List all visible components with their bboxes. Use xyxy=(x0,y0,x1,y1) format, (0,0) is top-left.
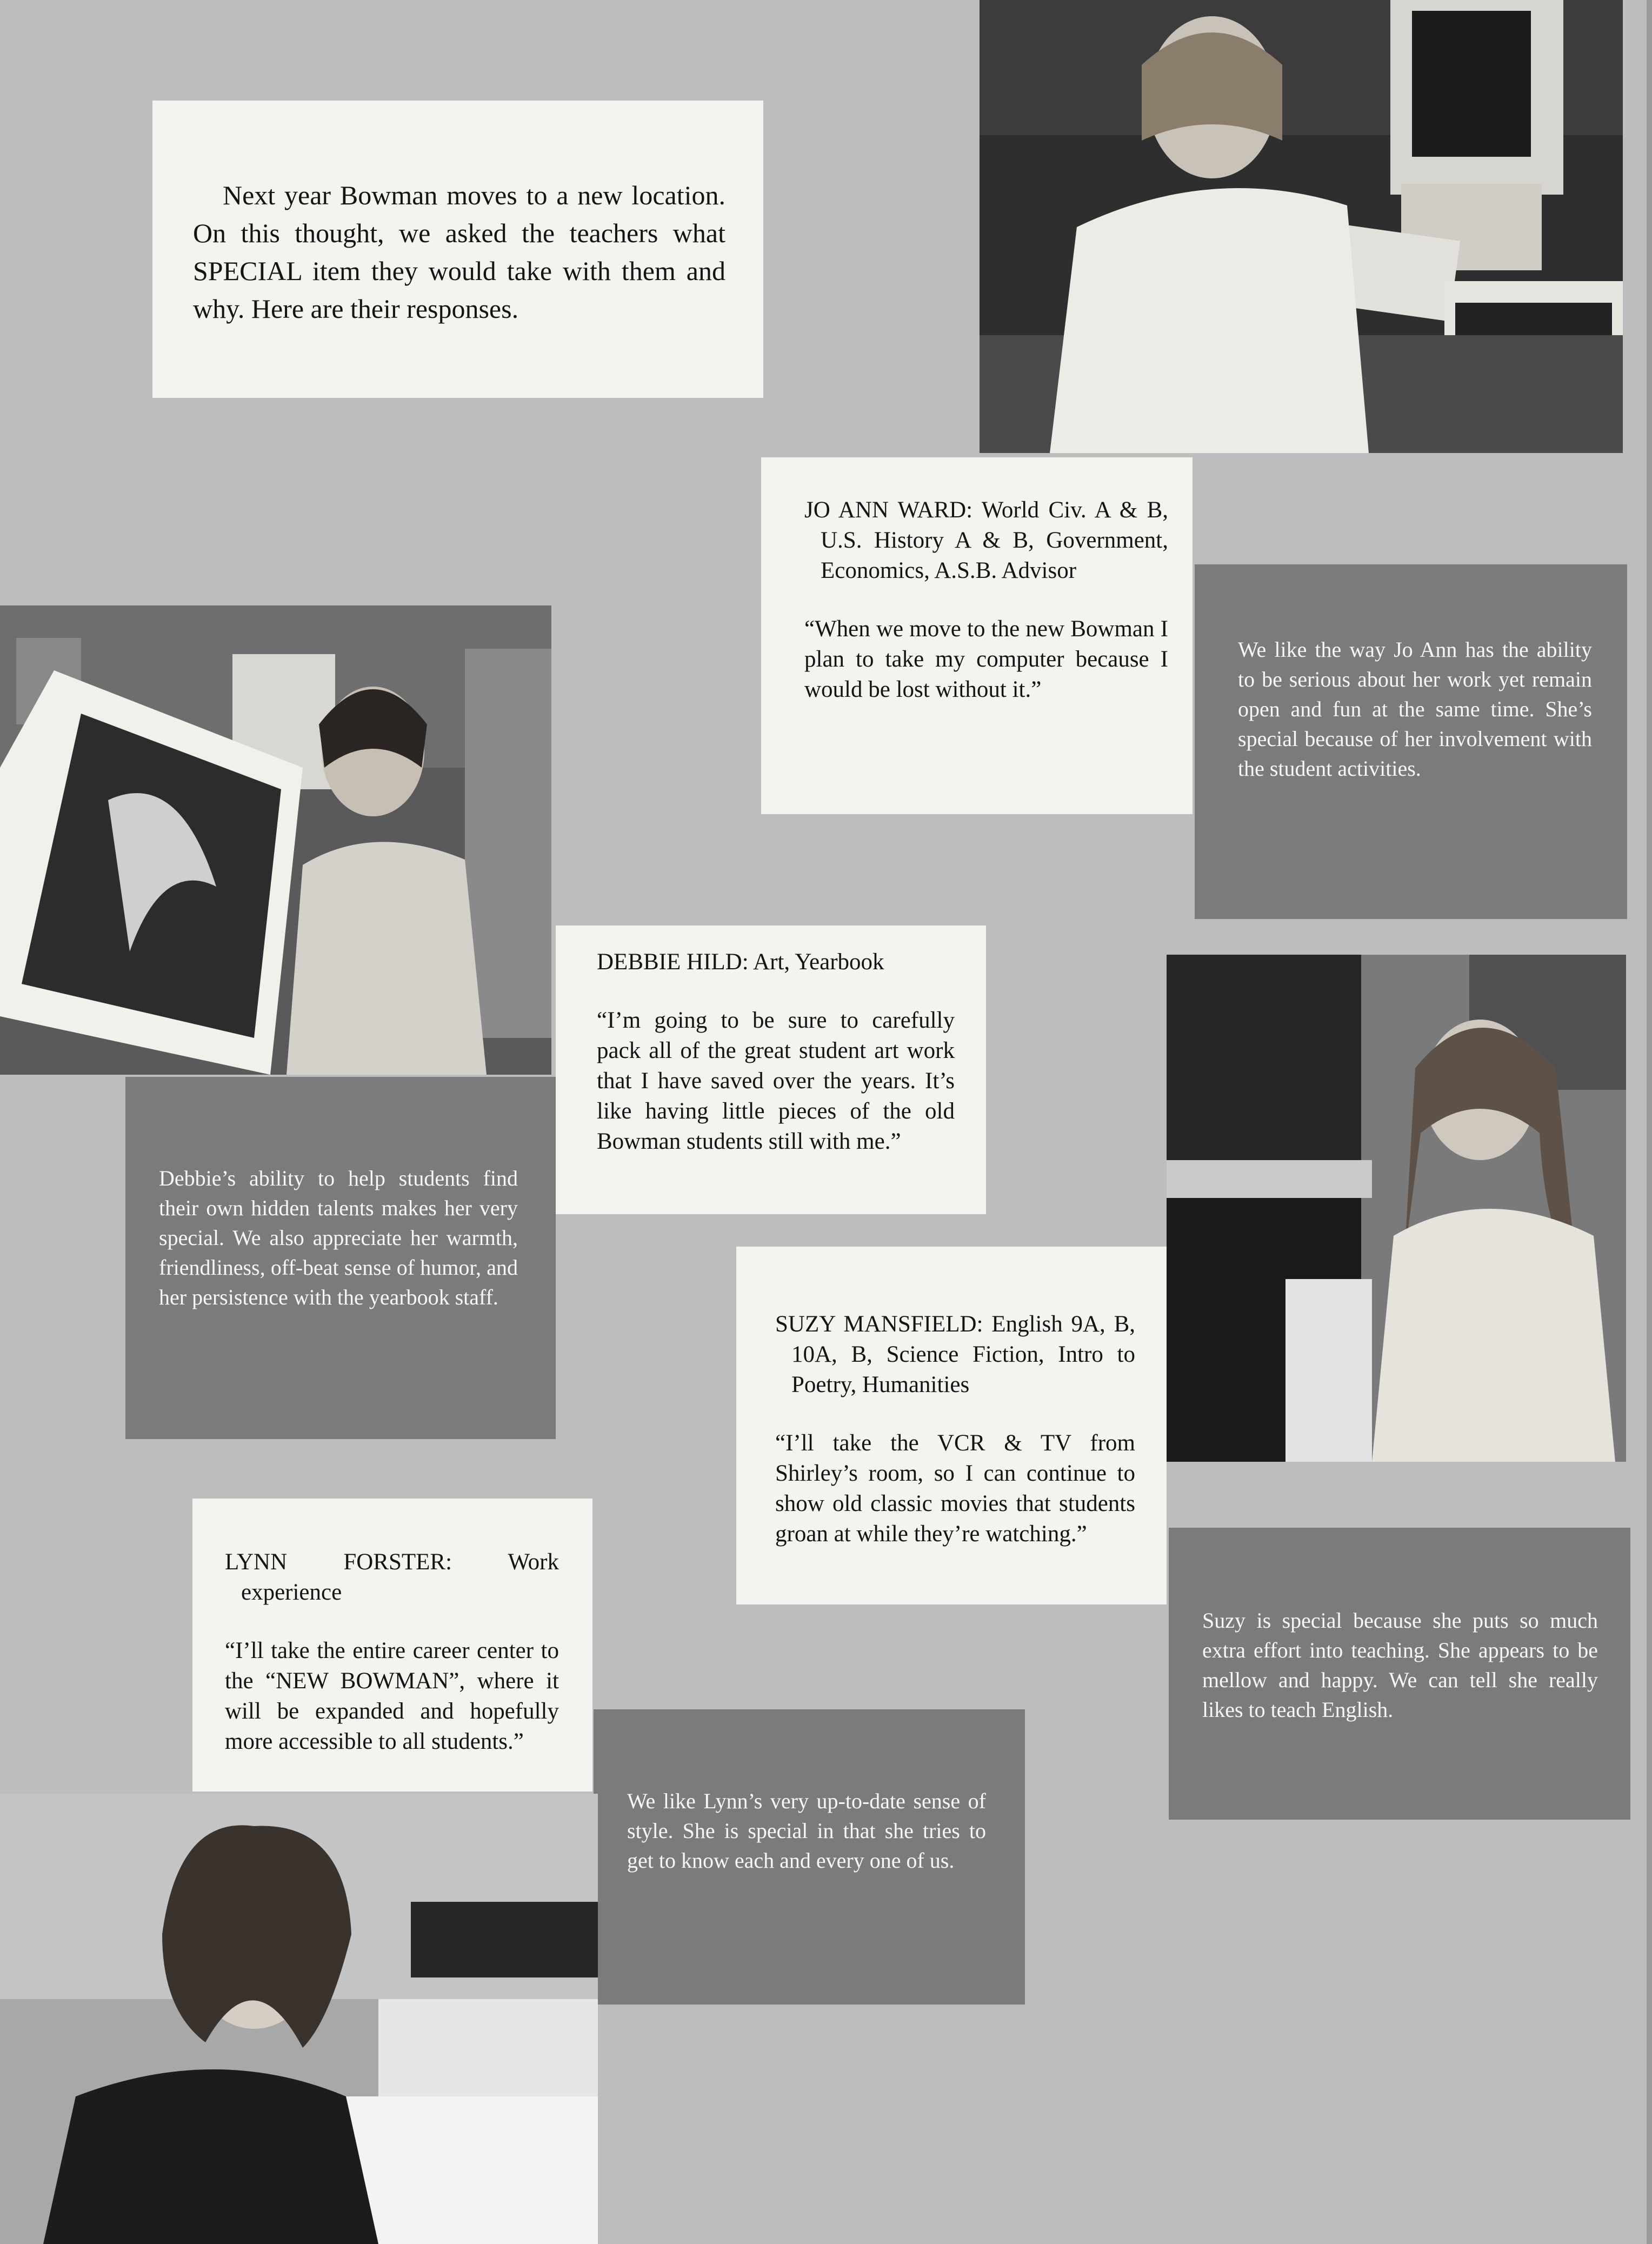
praise-text: We like Lynn’s very up-to-date sense of style. She is special in that she tries to get to know each and every one of us. xyxy=(627,1789,986,1873)
praise-lynn-forster xyxy=(594,1709,1025,2005)
teacher-card-debbie-hild xyxy=(556,925,986,1214)
teacher-name: LYNN FORSTER: xyxy=(225,1549,452,1575)
teacher-subjects: Work experience xyxy=(241,1549,559,1605)
praise-suzy-mansfield xyxy=(1169,1528,1630,1820)
photo-teacher-by-tv xyxy=(1167,955,1626,1462)
teacher-name: DEBBIE HILD: xyxy=(597,949,749,975)
teacher-subjects: Art, Yearbook xyxy=(753,949,884,975)
teacher-quote: “I’ll take the VCR & TV from Shirley’s room, so I can continue to show old classic movies that students groan at while they’re watching.” xyxy=(775,1430,1135,1547)
praise-debbie-hild xyxy=(125,1077,556,1439)
teacher-name: SUZY MANSFIELD: xyxy=(775,1311,983,1337)
teacher-card-lynn-forster xyxy=(192,1499,592,1792)
teacher-header xyxy=(597,947,955,977)
praise-text: Suzy is special because she puts so much extra effort into teaching. She appears to be mellow and happy. We can tell she really likes to teach English. xyxy=(1202,1608,1598,1722)
praise-jo-ann-ward xyxy=(1195,564,1627,919)
photo-teacher-with-artwork xyxy=(0,605,551,1075)
praise-text: Debbie’s ability to help students find their own hidden talents makes her very special. We also appreciate her warmth, friendliness, off-beat sense of humor, and her persistence with the yearbook staff. xyxy=(159,1166,518,1309)
teacher-header xyxy=(804,495,1168,586)
page-edge xyxy=(1647,0,1652,2244)
teacher-quote: “I’ll take the entire career center to the “NEW BOWMAN”, where it will be expanded and hopefully more accessible to all students.” xyxy=(225,1638,559,1754)
teacher-header xyxy=(775,1309,1135,1400)
photo-teacher-at-computer xyxy=(980,0,1623,453)
teacher-subjects: World Civ. A & B, U.S. History A & B, Government, Economics, A.S.B. Advisor xyxy=(821,497,1168,583)
intro-text: Next year Bowman moves to a new location. On this thought, we asked the teachers what SPECIAL item they would take with them and why. Here are their responses. xyxy=(193,180,725,324)
teacher-header xyxy=(225,1547,559,1608)
teacher-name: JO ANN WARD: xyxy=(804,497,973,523)
praise-text: We like the way Jo Ann has the ability to be serious about her work yet remain open and fun at the same time. She’s special because of her involvement with the student activities. xyxy=(1238,637,1592,781)
intro-box xyxy=(152,101,763,398)
teacher-quote: “When we move to the new Bowman I plan to take my computer because I would be lost without it.” xyxy=(804,616,1168,702)
teacher-card-suzy-mansfield xyxy=(736,1247,1167,1604)
photo-teacher-at-desk xyxy=(0,1794,598,2244)
teacher-subjects: English 9A, B, 10A, B, Science Fiction, Intro to Poetry, Humanities xyxy=(791,1311,1135,1397)
teacher-quote: “I’m going to be sure to carefully pack all of the great student art work that I have saved over the years. It’s like having little pieces of the old Bowman students still with me.” xyxy=(597,1008,955,1154)
teacher-card-jo-ann-ward xyxy=(761,457,1193,814)
